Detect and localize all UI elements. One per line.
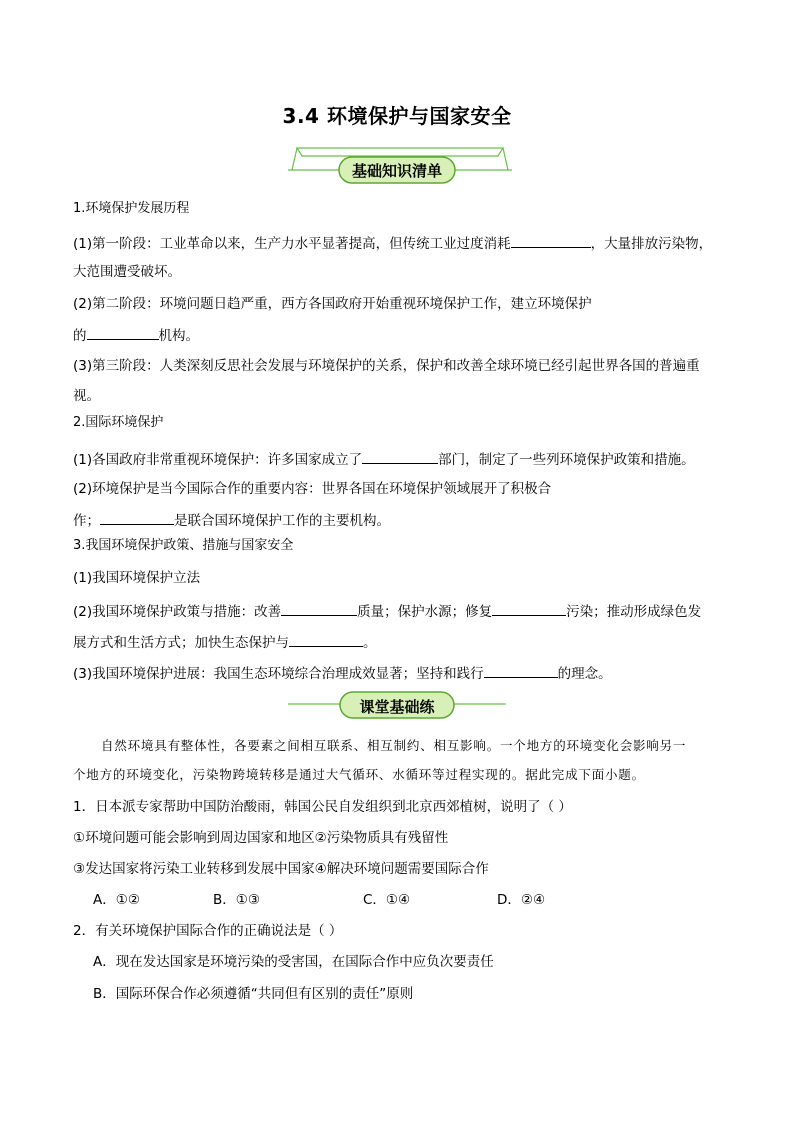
fill-blank[interactable]: [511, 233, 591, 248]
badge-practice: 课堂基础练: [359, 698, 435, 716]
question-1-statement-1: ①环境问题可能会影响到周边国家和地区②污染物质具有残留性: [73, 830, 449, 846]
stage-3-line-2: 视。: [73, 388, 100, 404]
stage-2-line-1: (2)第二阶段：环境问题日趋严重，西方各国政府开始重视环境保护工作，建立环境保护: [73, 296, 592, 312]
intro-line-2: 个地方的环境变化，污染物跨境转移是通过大气循环、水循环等过程实现的。据此完成下面小题。: [73, 767, 645, 782]
question-2-option-b[interactable]: B．国际环保合作必须遵循“共同但有区别的责任”原则: [93, 986, 414, 1002]
option-d[interactable]: D．②④: [497, 892, 546, 908]
intl-line-1: (1)各国政府非常重视环境保护：许多国家成立了 部门，制定了一些列环境保护政策和措施。: [73, 449, 753, 469]
stage-1-line-2: 大范围遭受破坏。: [73, 264, 181, 280]
fill-blank[interactable]: [362, 449, 438, 464]
page-title: 3.4 环境保护与国家安全: [282, 104, 512, 128]
intl-line-2: (2)环境保护是当今国际合作的重要内容：世界各国在环境保护领域展开了积极合: [73, 481, 552, 497]
question-1-stem: 1．日本派专家帮助中国防治酸雨，韩国公民自发组织到北京西郊植树，说明了（ ）: [73, 799, 572, 815]
option-a[interactable]: A．①②: [93, 892, 140, 908]
fill-blank[interactable]: [484, 663, 558, 678]
question-2-option-a[interactable]: A．现在发达国家是环境污染的受害国，在国际合作中应负次要责任: [93, 954, 494, 970]
fill-blank[interactable]: [87, 325, 159, 340]
stage-1-line-1: (1)第一阶段：工业革命以来，生产力水平显著提高，但传统工业过度消耗 ，大量排放污染物，: [73, 233, 753, 253]
question-1-options: [93, 891, 773, 909]
intro-line-1: 自然环境具有整体性，各要素之间相互联系、相互制约、相互影响。一个地方的环境变化会影响另一: [101, 738, 687, 753]
china-line-1: (1)我国环境保护立法: [73, 570, 201, 586]
intl-line-3: 作； 是联合国环境保护工作的主要机构。: [73, 510, 753, 530]
heading-2: 2.国际环境保护: [73, 415, 164, 430]
option-c[interactable]: C．①④: [363, 892, 411, 908]
question-1-statement-2: ③发达国家将污染工业转移到发展中国家④解决环境问题需要国际合作: [73, 861, 489, 877]
china-line-3: 展方式和生活方式；加快生态保护与 。: [73, 632, 753, 652]
option-b[interactable]: B．①③: [213, 892, 260, 908]
fill-blank[interactable]: [289, 632, 363, 647]
question-2-stem: 2．有关环境保护国际合作的正确说法是（ ）: [73, 923, 343, 939]
china-line-4: (3)我国环境保护进展：我国生态环境综合治理成效显著；坚持和践行 的理念。: [73, 663, 753, 683]
stage-3-line-1: (3)第三阶段：人类深刻反思社会发展与环境保护的关系，保护和改善全球环境已经引起世界各国的普遍重: [73, 358, 700, 374]
fill-blank[interactable]: [100, 510, 174, 525]
heading-1: 1.环境保护发展历程: [73, 201, 190, 216]
fill-blank[interactable]: [281, 601, 357, 616]
china-line-2: (2)我国环境保护政策与措施：改善 质量；保护水源；修复 污染；推动形成绿色发: [73, 601, 753, 621]
stage-2-line-2: 的 机构。: [73, 325, 753, 345]
fill-blank[interactable]: [492, 601, 566, 616]
badge-basics: 基础知识清单: [351, 162, 442, 180]
heading-3: 3.我国环境保护政策、措施与国家安全: [73, 538, 294, 553]
